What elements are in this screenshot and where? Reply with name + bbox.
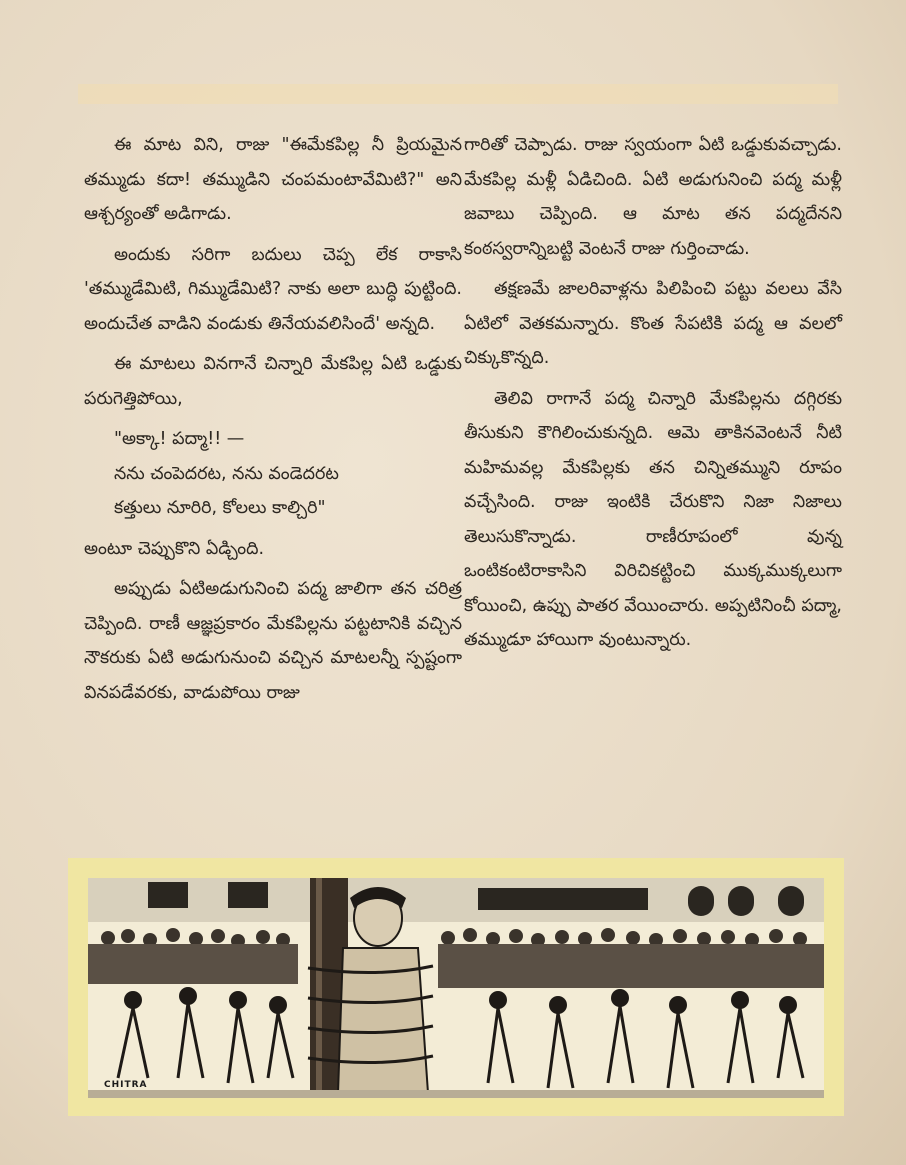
paragraph: అంటూ చెప్పుకొని ఏడ్చింది. [84,538,265,559]
verse-line: కత్తులు నూరిరి, కోలలు కాల్చిరి" [114,498,326,518]
artist-signature: CHITRA [104,1080,148,1090]
right-column [464,128,842,664]
header-band [78,84,838,104]
paragraph: అప్పుడు ఏటిఅడుగునించి పద్మ జాలిగా తన చరిత్ర చెప్పింది. రాణీ ఆజ్ఞప్రకారం మేకపిల్లను పట్టటానికి వచ్చిన నౌకరుకు ఏటి అడుగునుంచి వచ్చిన మాటలన్నీ స్పష్టంగా వినపడేవరకు, వాడుపోయి రాజు [84,579,462,703]
paragraph: ఈ మాటలు వినగానే చిన్నారి మేకపిల్ల ఏటి ఒడ్డుకు పరుగెత్తిపోయి, [84,354,462,409]
paragraph: గారితో చెప్పాడు. రాజు స్వయంగా ఏటి ఒడ్డుకువచ్చాడు. మేకపిల్ల మళ్లీ ఏడిచింది. ఏటి అడుగునించి పద్మ మళ్లీ జవాబు చెప్పింది. ఆ మాట తన పద్మదేనని కంఠస్వరాన్నిబట్టి వెంటనే రాజు గుర్తించాడు. [464,135,842,259]
paragraph: తెలివి రాగానే పద్మ చిన్నారి మేకపిల్లను దగ్గిరకు తీసుకుని కౌగిలించుకున్నది. ఆమె తాకినవెంటనే నీటి మహిమవల్ల మేకపిల్లకు తన చిన్నితమ్ముని రూపం వచ్చేసింది. రాజు ఇంటికి చేరుకొని నిజా నిజాలు తెలుసుకొన్నాడు. రాణీరూపంలో వున్న ఒంటికంటిరాకాసిని విరిచికట్టించి ముక్కముక్కలుగా కోయించి, ఉప్పు పాతర వేయించారు. అప్పటినించీ పద్మా, తమ్ముడూ హాయిగా వుంటున్నారు. [464,388,842,650]
left-column [84,128,462,716]
paragraph: అందుకు సరిగా బదులు చెప్ప లేక రాకాసి 'తమ్ముడేమిటి, గిమ్ముడేమిటి? నాకు అలా బుద్ధి పుట్టింది. అందుచేత వాడిని వండుకు తినేయవలిసిందే' అన్నది. [84,244,462,334]
crowd-illustration [88,878,824,1098]
paragraph: తక్షణమే జాలరివాళ్లను పిలిపించి పట్టు వలలు వేసి ఏటిలో వెతకమన్నారు. కొంత సేపటికి పద్మ ఆ వలలో చిక్కుకొన్నది. [464,279,842,368]
verse-line: "అక్కా! పద్మా!! — [114,429,245,449]
verse-line: నను చంపెదరట, నను వండెదరట [114,463,339,484]
paragraph: ఈ మాట విని, రాజు "ఈమేకపిల్ల నీ ప్రియమైన తమ్ముడు కదా! తమ్ముడిని చంపమంటావేమిటి?" అని ఆశ్చర్యంతో అడిగాడు. [84,135,462,224]
